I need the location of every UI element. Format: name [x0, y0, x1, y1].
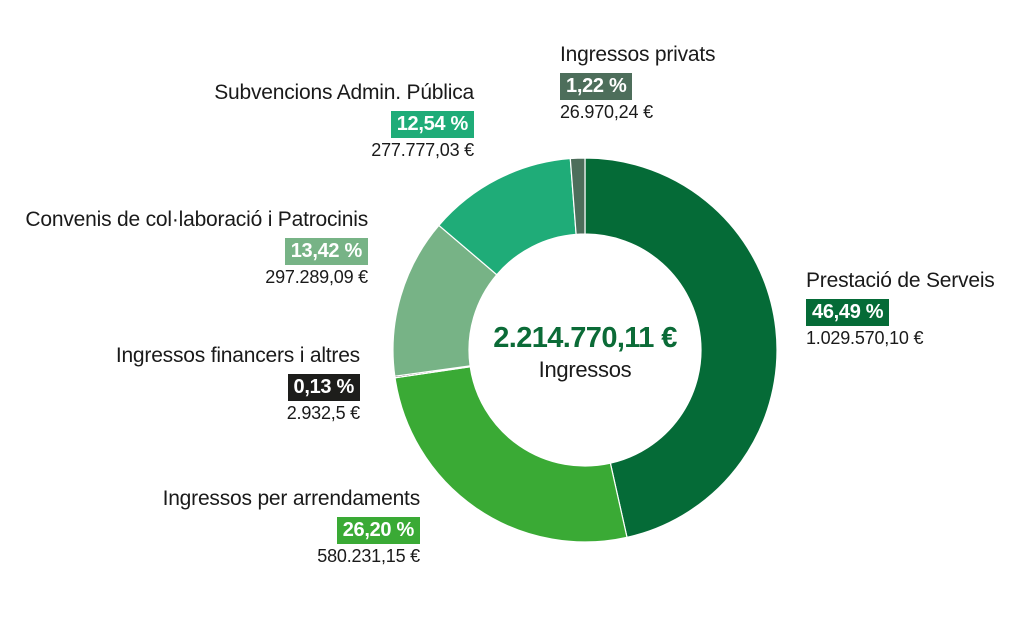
label-name: Ingressos per arrendaments: [162, 487, 420, 510]
center-label: Ingressos: [538, 357, 632, 382]
percent-badge: 13,42 %: [285, 238, 368, 265]
amount-text: 580.231,15 €: [317, 546, 420, 566]
label-name: Prestació de Serveis: [806, 269, 995, 292]
percent-badge: 1,22 %: [560, 73, 632, 100]
amount-text: 277.777,03 €: [371, 140, 474, 160]
center-total-value: 2.214.770,11 €: [493, 322, 677, 354]
label-arrendaments: [163, 486, 420, 567]
label-financers: [116, 343, 360, 424]
amount-text: 2.932,5 €: [286, 403, 360, 423]
amount-text: 297.289,09 €: [265, 267, 368, 287]
amount-text: 26.970,24 €: [560, 102, 653, 122]
label-name: Ingressos financers i altres: [115, 344, 360, 367]
label-prestacio: [806, 268, 995, 349]
percent-badge: 12,54 %: [391, 111, 474, 138]
label-name: Convenis de col·laboració i Patrocinis: [25, 208, 368, 231]
label-name: Subvencions Admin. Pública: [214, 81, 474, 104]
donut-center: [485, 320, 685, 384]
percent-badge: 0,13 %: [288, 374, 360, 401]
label-convenis: [25, 207, 368, 288]
amount-text: 1.029.570,10 €: [806, 328, 924, 348]
label-name: Ingressos privats: [560, 43, 716, 66]
label-subvencions: [214, 80, 474, 161]
percent-badge: 26,20 %: [337, 517, 420, 544]
percent-badge: 46,49 %: [806, 299, 889, 326]
donut-slice-arrendaments: [395, 367, 627, 542]
label-ingressos-privats: [560, 42, 715, 123]
